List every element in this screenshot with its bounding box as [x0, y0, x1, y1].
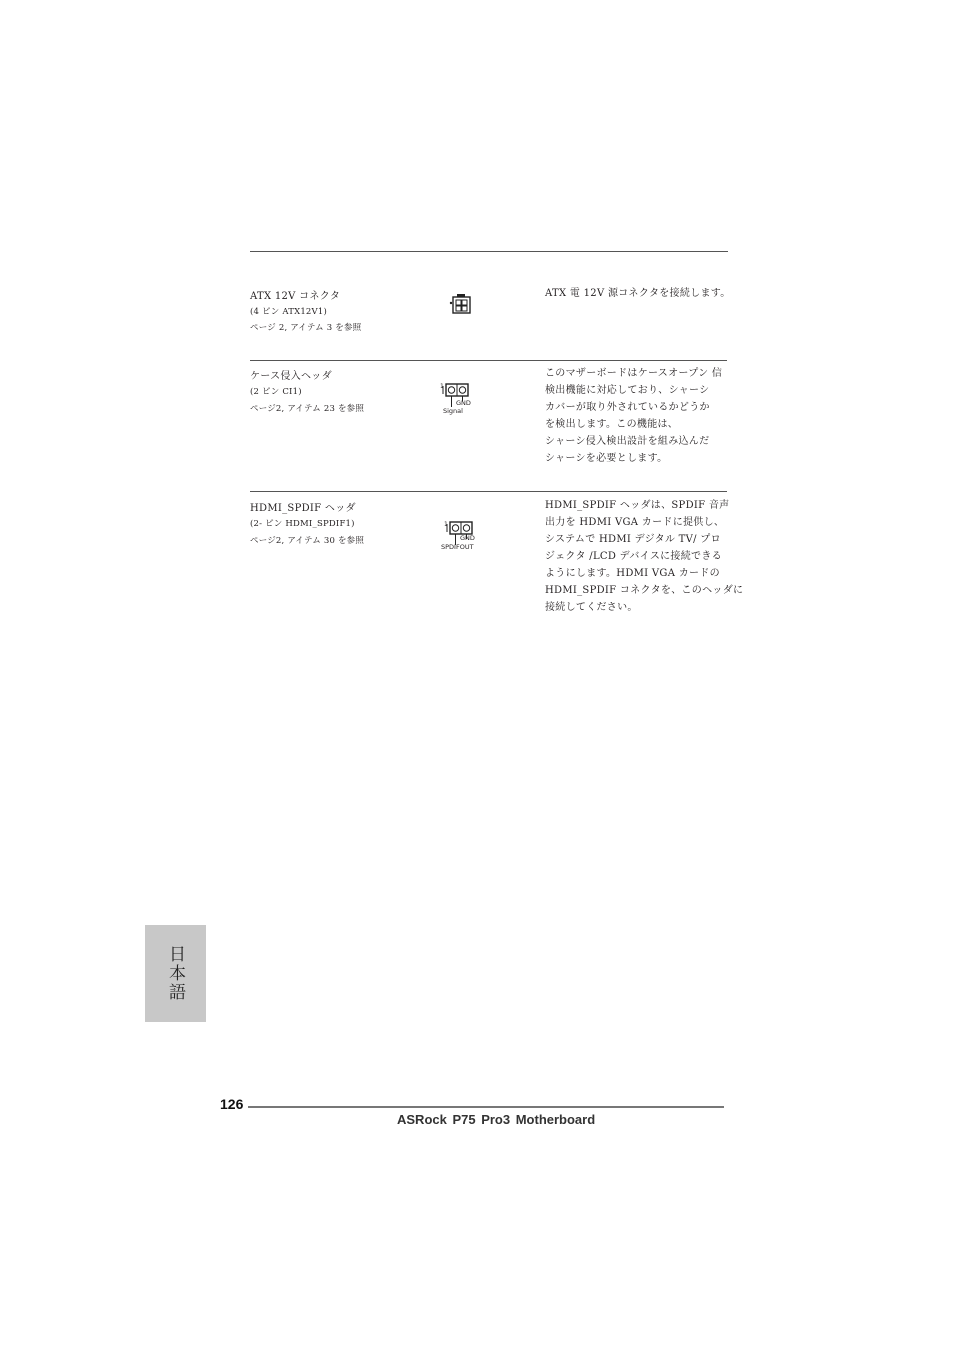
description-line: システムで HDMI デジタル TV/ プロ	[545, 534, 721, 545]
section-title: ATX 12V コネクタ	[250, 291, 341, 302]
description-line: ジェクタ /LCD デバイスに接続できる	[545, 551, 722, 562]
description-line: を検出します。この機能は、	[545, 419, 679, 430]
section-title: ケース侵入ヘッダ	[250, 371, 332, 382]
pin-one-label: 1	[440, 383, 444, 390]
description-line: シャーシ侵入検出設計を組み込んだ	[545, 436, 710, 447]
description-line: 出力を HDMI VGA カードに提供し、	[545, 517, 725, 528]
section-subtitle: (2- ピン HDMI_SPDIF1)	[250, 519, 355, 529]
section-reference: ページ2, アイテム 23 を参照	[250, 404, 365, 414]
section-description	[545, 497, 744, 616]
section-title: HDMI_SPDIF ヘッダ	[250, 503, 356, 514]
section-subtitle: (2 ピン CI1)	[250, 387, 302, 397]
atx12v-connector-diagram	[448, 293, 474, 315]
description-line: ATX 電 12V 源コネクタを接続します。	[545, 288, 731, 299]
footer-brand: ASRock P75 Pro3 Motherboard	[397, 1112, 596, 1127]
language-tab-label: 日本語	[165, 945, 185, 1002]
section-divider	[250, 491, 727, 492]
section-description	[545, 285, 731, 302]
top-rule	[250, 251, 728, 252]
footer-rule	[248, 1106, 724, 1108]
spdifout-label: SPDIFOUT	[441, 543, 474, 551]
chassis-intrusion-header-diagram	[440, 382, 480, 418]
description-line: ようにします。HDMI VGA カードの	[545, 568, 720, 579]
section-description	[545, 365, 727, 467]
description-line: シャーシを必要とします。	[545, 453, 668, 464]
gnd-label: GND	[456, 399, 471, 407]
section-subtitle: (4 ピン ATX12V1)	[250, 307, 328, 317]
description-line: HDMI_SPDIF ヘッダは、SPDIF 音声	[545, 500, 730, 511]
description-line: HDMI_SPDIF コネクタを、このヘッダに	[545, 585, 744, 596]
section-reference: ページ 2, アイテム 3 を参照	[250, 323, 362, 333]
section-reference: ページ2, アイテム 30 を参照	[250, 536, 365, 546]
hdmi-spdif-header-diagram	[440, 520, 480, 554]
description-line: このマザーボードはケースオープン 信	[545, 368, 723, 379]
pin-one-label: 1	[444, 521, 448, 528]
section-divider	[250, 360, 727, 361]
language-side-tab	[145, 925, 206, 1022]
page-number: 126	[220, 1096, 244, 1112]
description-line: 検出機能に対応しており、シャーシ	[545, 385, 710, 396]
description-line: 接続してください。	[545, 602, 638, 613]
signal-label: Signal	[443, 407, 463, 415]
description-line: カバーが取り外されているかどうか	[545, 402, 710, 413]
gnd-label: GND	[460, 534, 475, 542]
